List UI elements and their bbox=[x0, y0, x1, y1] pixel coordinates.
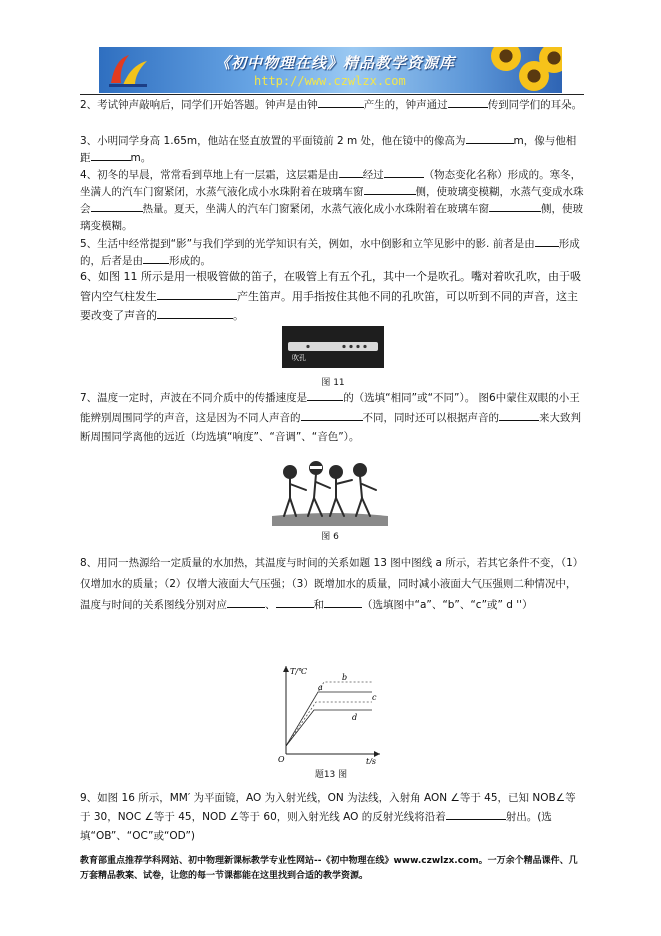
blow-hole-icon bbox=[306, 345, 309, 348]
question-5: 5、生活中经常提到“影”与我们学到的光学知识有关，例如，水中倒影和立竿见影中的影. 前者是由 形成的，后者是由 形成的。 bbox=[80, 238, 580, 267]
x-axis-label: t/s bbox=[366, 757, 377, 764]
curve-b bbox=[286, 682, 372, 746]
question-8: 8、用同一热源给一定质量的水加热，其温度与时间的关系如题 13 图中图线 a 所示，若其它条件不变，（1）仅增加水的质量；（2）仅增大液面大气压强；（3）既增加水的质量，同时减小液面大气压强则二种情况中，温度与时间的关系图线分别对应 、 和 （选填图中“a”、“b”、“c”或” d ''） bbox=[80, 557, 584, 611]
figure-6-children-game bbox=[272, 454, 388, 526]
curve-label-d: d bbox=[352, 713, 358, 722]
question-6: 6、如图 11 所示是用一根吸管做的笛子，在吸管上有五个孔，其中一个是吹孔。嘴对着吹孔吹，由于吸管内空气柱发生 产生笛声。用手指按住其他不同的孔吹笛，可以听到不同的声音，这主要改变了声音的 。 bbox=[80, 270, 581, 322]
y-axis-arrow-icon bbox=[283, 666, 289, 672]
y-axis-label: T/℃ bbox=[290, 667, 307, 676]
fig11-caption: 图 11 bbox=[321, 378, 345, 388]
curve-a bbox=[286, 692, 372, 746]
fig13-caption: 题13 图 bbox=[314, 770, 348, 780]
question-9: 9、如图 16 所示，MM′ 为平面镜，AO 为入射光线，ON 为法线，入射角 AON ∠等于 45，已知 NOB∠等于 30，NOC ∠等于 45，NOD ∠等于 60，则入射光线 AO 的反射光线将沿着 射出。(选填“OB”、“OC”或“OD”) bbox=[80, 792, 576, 842]
banner-title: 《初中物理在线》精品教学资源库 bbox=[215, 54, 456, 72]
fig11-label: 吹孔 bbox=[292, 354, 306, 362]
footer-note: 教育部重点推荐学科网站、初中物理新课标教学专业性网站--《初中物理在线》www.czwlzx.com。一万余个精品课件、几万套精品教案、试卷，让您的每一节课都能在这里找到合适的教学资源。 bbox=[80, 856, 578, 881]
curve-label-b: b bbox=[342, 673, 348, 682]
origin-label: O bbox=[278, 755, 285, 764]
hole-icon bbox=[342, 345, 345, 348]
hole-icon bbox=[356, 345, 359, 348]
curve-d bbox=[286, 710, 372, 746]
question-7: 7、温度一定时，声波在不同介质中的传播速度是 的（选填“相同”或“不同”）。 图6中蒙住双眼的小王能辨别周围同学的声音，这是因为不同人声音的 不同，同时还可以根据声音的 来大致判断周围同学离他的远近（均选填“响度”、“音调”、“音色”）。 bbox=[80, 392, 581, 443]
question-2: 2、考试钟声敲响后，同学们开始答题。钟声是由钟 产生的，钟声通过 传到同学们的耳朵。 bbox=[80, 99, 583, 111]
curve-label-c: c bbox=[372, 693, 377, 702]
header-rule bbox=[80, 94, 584, 95]
figure-13-temperature-time-graph bbox=[272, 660, 384, 764]
site-logo-icon bbox=[105, 51, 151, 89]
figure-11-straw-flute bbox=[282, 326, 384, 368]
hole-icon bbox=[349, 345, 352, 348]
question-3: 3、小明同学身高 1.65m，他站在竖直放置的平面镜前 2 m 处，他在镜中的像高为 m，像与他相距 m。 bbox=[80, 135, 577, 164]
banner-url: http://www.czwlzx.com bbox=[254, 74, 406, 88]
header-banner bbox=[99, 47, 562, 93]
curve-label-a: a bbox=[318, 683, 323, 692]
blindfold-icon bbox=[310, 466, 322, 469]
sunflower-icon bbox=[491, 47, 521, 71]
fig6-caption: 图 6 bbox=[321, 532, 339, 542]
hole-icon bbox=[363, 345, 366, 348]
question-4: 4、初冬的早晨，常常看到草地上有一层霜，这层霜是由 经过 （物态变化名称）形成的。寒冬，坐满人的汽车门窗紧闭，水蒸气液化成小水珠附着在玻璃车窗 侧，使玻璃变模糊，水蒸气变成水珠会 热量。夏天，坐满人的汽车门窗紧闭，水蒸气液化成小水珠附着在玻璃车窗 侧，使玻璃变模糊。 bbox=[80, 169, 584, 232]
